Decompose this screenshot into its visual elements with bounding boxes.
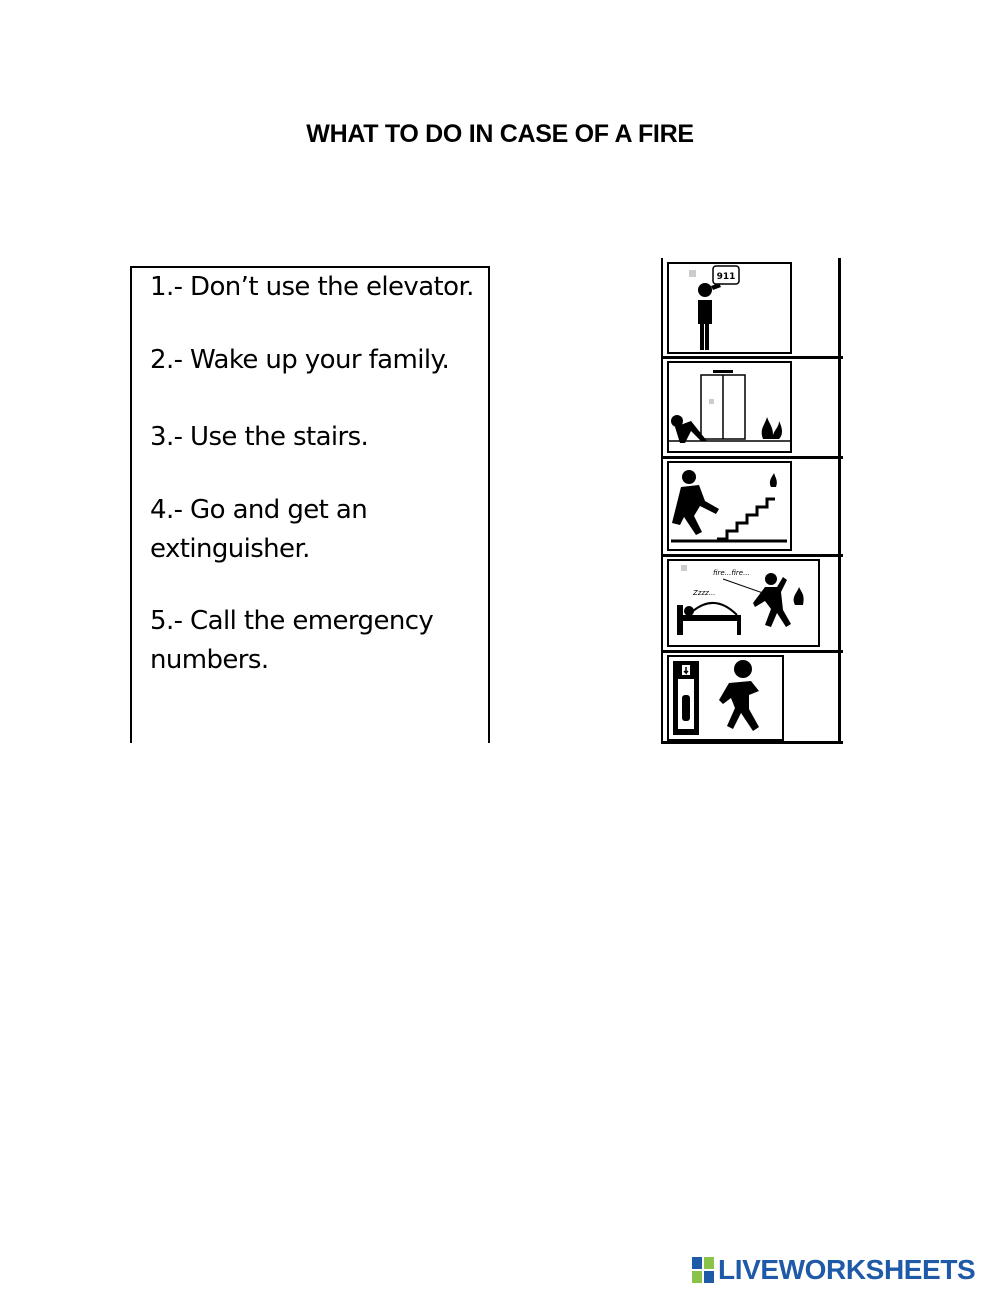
step-2: 2.- Wake up your family. — [150, 345, 450, 375]
extinguisher-icon — [667, 655, 785, 741]
pictures-column — [661, 258, 843, 744]
steps-box — [130, 266, 490, 743]
stairs-escape-icon — [667, 461, 793, 551]
shout-text: fire...fire... — [713, 569, 750, 577]
elevator-fire-icon — [667, 361, 793, 453]
phone-bubble-text: 911 — [716, 272, 736, 282]
sleep-text: Zzzz... — [693, 589, 716, 597]
liveworksheets-logo-icon — [692, 1257, 714, 1283]
footer-brand-text: LIVEWORKSHEETS — [718, 1254, 976, 1285]
wake-family-icon — [667, 559, 821, 647]
page-title: WHAT TO DO IN CASE OF A FIRE — [306, 120, 694, 148]
step-3: 3.- Use the stairs. — [150, 422, 369, 452]
step-4: 4.- Go and get an extinguisher. — [150, 495, 368, 564]
step-1: 1.- Don’t use the elevator. — [150, 272, 474, 302]
phone-call-icon — [667, 262, 793, 354]
footer-brand[interactable] — [692, 1253, 992, 1287]
step-5: 5.- Call the emergency numbers. — [150, 606, 434, 675]
